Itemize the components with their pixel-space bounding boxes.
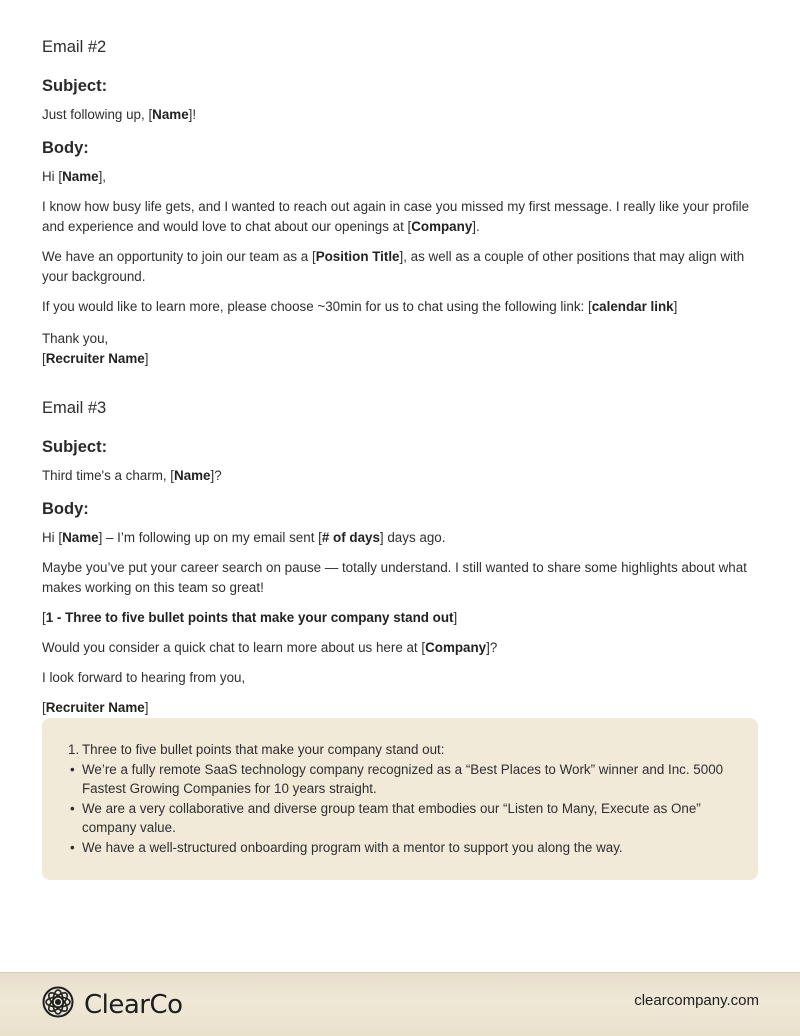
- highlights-bullets: [68, 760, 734, 858]
- clearco-logo: [42, 986, 183, 1023]
- email-3-line-1: Hi [Name] – I’m following up on my email sent [# of days] days ago.: [42, 530, 446, 545]
- email-3-body-label: Body:: [42, 500, 89, 518]
- email-2-paragraph-1: I know how busy life gets, and I wanted to reach out again in case you missed my first message. I really like your profile and experience and would love to chat about our openings at [Company].: [42, 199, 750, 234]
- email-2-subject: Just following up, [Name]!: [42, 107, 197, 122]
- bullet-dot: •: [70, 761, 75, 777]
- list-number: 1.: [68, 742, 80, 757]
- page-footer: [0, 972, 800, 1036]
- email-2-greeting: Hi [Name],: [42, 169, 107, 184]
- email-2-title: Email #2: [42, 38, 107, 56]
- website-link[interactable]: clearcompany.com: [634, 992, 759, 1009]
- bullet-dot: •: [70, 800, 75, 816]
- email-2-paragraph-3: If you would like to learn more, please choose ~30min for us to chat using the following link: [calendar link]: [42, 299, 678, 314]
- email-3-bullet-placeholder: [1 - Three to five bullet points that make your company stand out]: [42, 610, 458, 625]
- email-3-title: Email #3: [42, 399, 107, 417]
- email-2-signature: [Recruiter Name]: [42, 351, 149, 366]
- email-3-subject: Third time's a charm, [Name]?: [42, 468, 222, 483]
- clearco-logo-icon: [42, 986, 74, 1023]
- brand-name: ClearCo: [84, 989, 183, 1020]
- highlights-heading: 1. Three to five bullet points that make your company stand out:: [68, 740, 734, 760]
- list-item: • We have a well-structured onboarding program with a mentor to support you along the way.: [68, 838, 734, 858]
- list-item: • We are a very collaborative and diverse group team that embodies our “Listen to Many, Execute as One” company value.: [70, 800, 701, 835]
- email-2-thanks: Thank you,: [42, 331, 109, 346]
- highlights-heading-list: [68, 740, 734, 760]
- email-3-paragraph-2: Maybe you’ve put your career search on pause — totally understand. I still wanted to share some highlights about what makes working on this team so great!: [42, 560, 747, 595]
- email-2-subject-label: Subject:: [42, 77, 108, 95]
- email-3-paragraph-5: I look forward to hearing from you,: [42, 670, 246, 685]
- email-2-body-label: Body:: [42, 139, 89, 157]
- email-2-paragraph-2: We have an opportunity to join our team as a [Position Title], as well as a couple of other positions that may align with your background.: [42, 249, 745, 284]
- bullet-dot: •: [70, 839, 75, 855]
- email-3-signature: [Recruiter Name]: [42, 700, 149, 715]
- highlights-callout: [42, 718, 758, 880]
- list-item: • We’re a fully remote SaaS technology company recognized as a “Best Places to Work” winner and Inc. 5000 Fastest Growing Companies for 10 years straight.: [70, 761, 724, 796]
- email-3-paragraph-4: Would you consider a quick chat to learn more about us here at [Company]?: [42, 640, 498, 655]
- email-3-subject-label: Subject:: [42, 438, 108, 456]
- document-body: [42, 36, 758, 728]
